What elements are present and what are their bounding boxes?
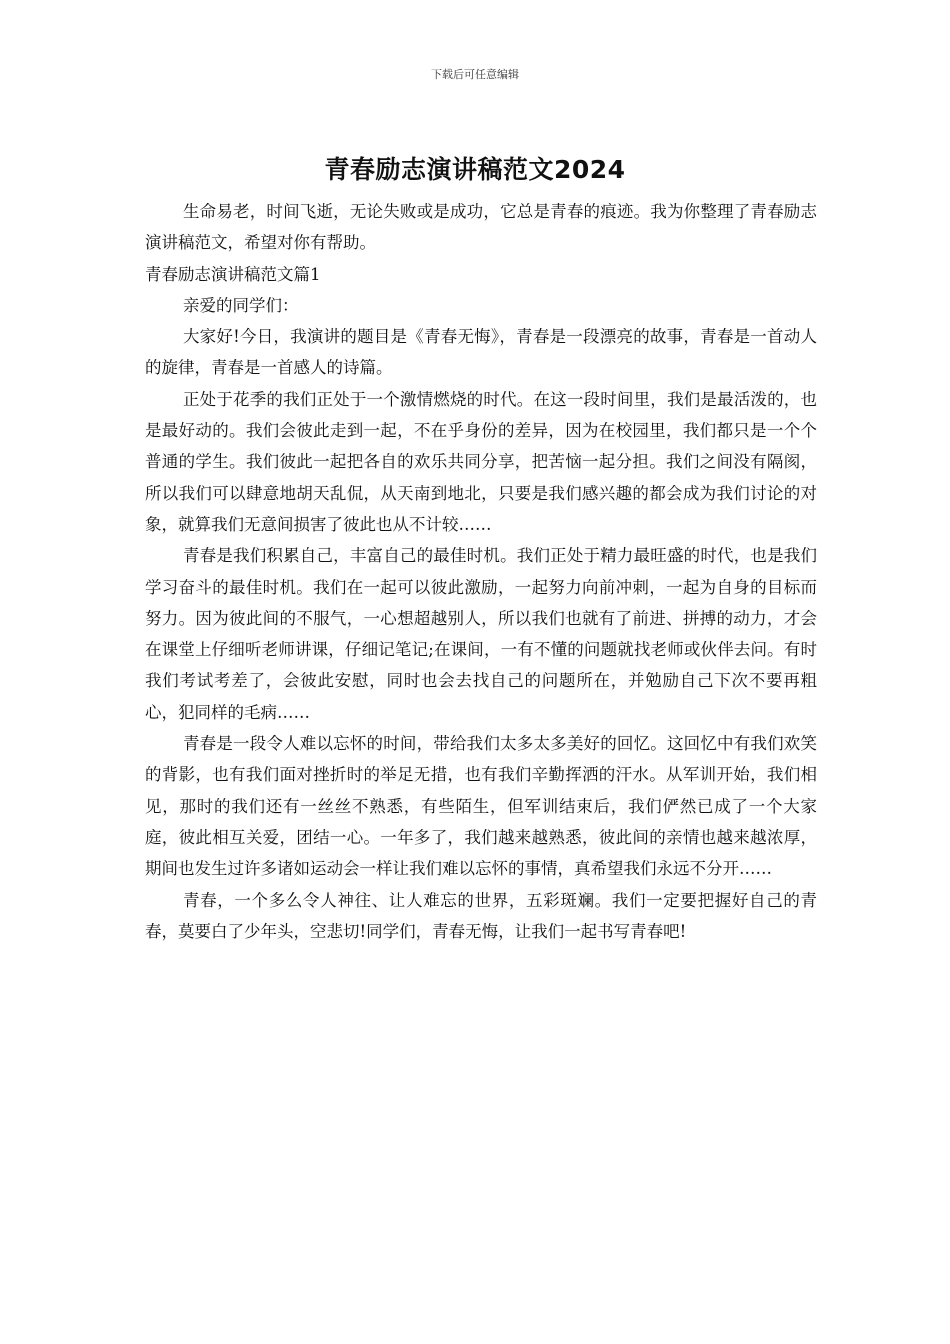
body-paragraph: 青春是一段令人难以忘怀的时间，带给我们太多太多美好的回忆。这回忆中有我们欢笑的背影，也有我们面对挫折时的举足无措，也有我们辛勤挥洒的汗水。从军训开始，我们相见，那时的我们还有一丝丝不熟悉，有些陌生，但军训结束后，我们俨然已成了一个大家庭，彼此相互关爱，团结一心。一年多了，我们越来越熟悉，彼此间的亲情也越来越浓厚，期间也发生过许多诸如运动会一样让我们难以忘怀的事情，真希望我们永远不分开…… [145, 734, 817, 879]
document-body [145, 196, 817, 947]
header-note: 下载后可任意编辑 [431, 68, 519, 81]
body-paragraph: 青春是我们积累自己，丰富自己的最佳时机。我们正处于精力最旺盛的时代，也是我们学习奋斗的最佳时机。我们在一起可以彼此激励，一起努力向前冲刺，一起为自身的目标而努力。因为彼此间的不服气，一心想超越别人，所以我们也就有了前进、拼搏的动力，才会在课堂上仔细听老师讲课，仔细记笔记;在课间，一有不懂的问题就找老师或伙伴去问。有时我们考试考差了，会彼此安慰，同时也会去找自己的问题所在，并勉励自己下次不要再粗心，犯同样的毛病…… [145, 546, 817, 722]
intro-paragraph: 生命易老，时间飞逝，无论失败或是成功，它总是青春的痕迹。我为你整理了青春励志演讲稿范文，希望对你有帮助。 [145, 202, 817, 253]
closing-paragraph: 青春，一个多么令人神往、让人难忘的世界，五彩斑斓。我们一定要把握好自己的青春，莫要白了少年头，空悲切!同学们，青春无悔，让我们一起书写青春吧! [145, 890, 817, 941]
section-heading: 青春励志演讲稿范文篇1 [145, 264, 321, 284]
salutation: 亲爱的同学们： [182, 295, 299, 315]
body-paragraph: 正处于花季的我们正处于一个激情燃烧的时代。在这一段时间里，我们是最活泼的，也是最好动的。我们会彼此走到一起，不在乎身份的差异，因为在校园里，我们都只是一个个普通的学生。我们彼此一起把各自的欢乐共同分享，把苦恼一起分担。我们之间没有隔阂，所以我们可以肆意地胡天乱侃，从天南到地北，只要是我们感兴趣的都会成为我们讨论的对象，就算我们无意间损害了彼此也从不计较…… [145, 389, 817, 534]
body-paragraph: 大家好!今日，我演讲的题目是《青春无悔》，青春是一段漂亮的故事，青春是一首动人的旋律，青春是一首感人的诗篇。 [145, 327, 817, 378]
document-title: 青春励志演讲稿范文2024 [324, 155, 626, 184]
